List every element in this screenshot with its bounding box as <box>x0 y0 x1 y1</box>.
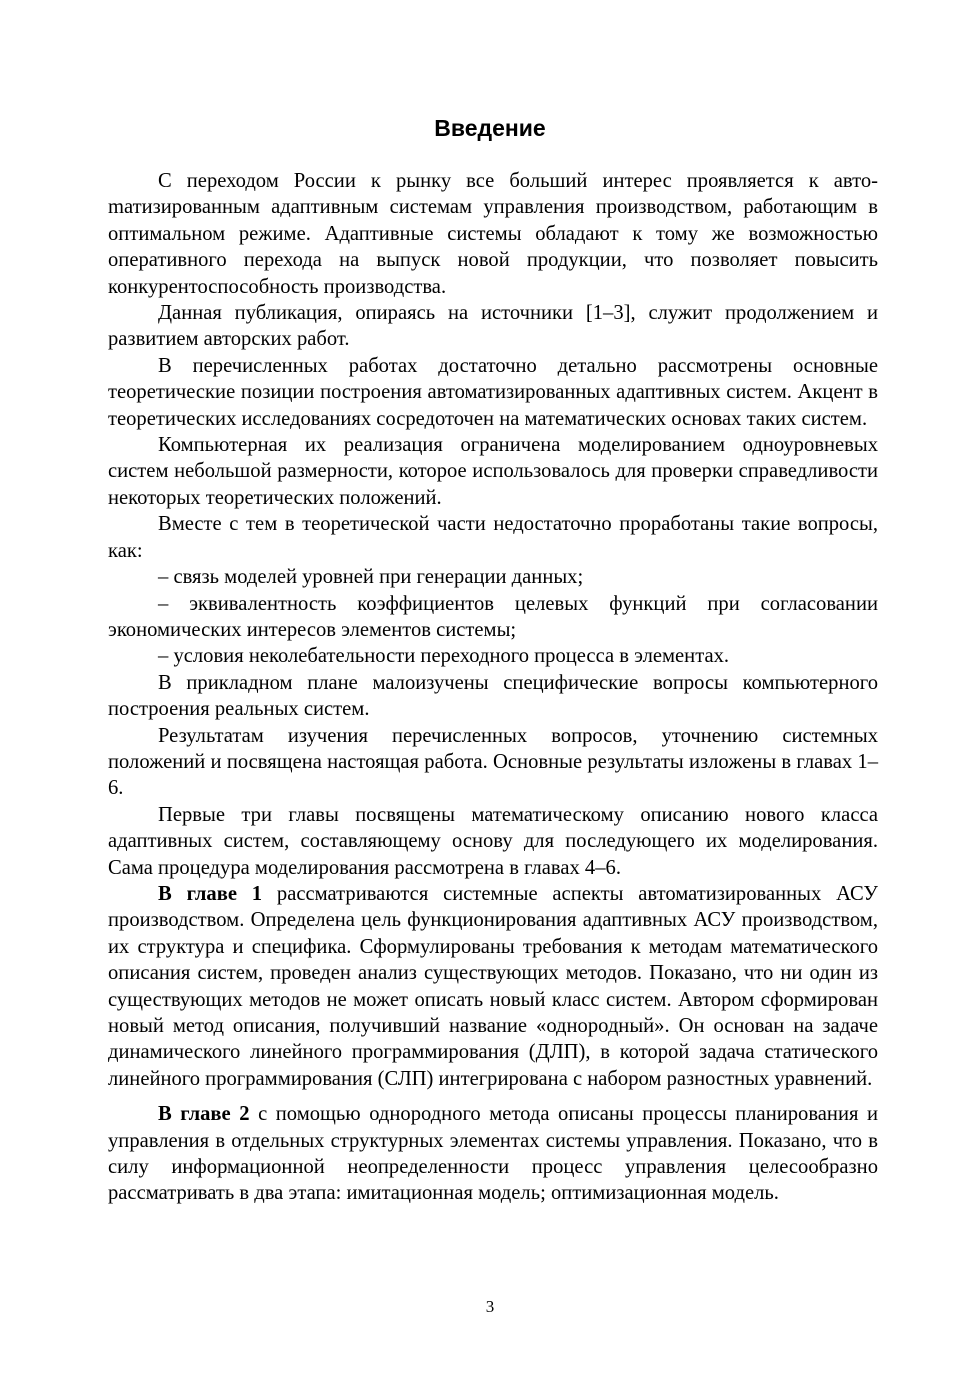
paragraph-chapter-2 <box>108 1101 878 1207</box>
chapter-1-text: рассматриваются системные аспекты автоматизированных АСУ производством. Определена цель функционирования адаптивных АСУ производством, их структура и специфика. Сформулированы требования к методам математического описания систем, проведен анализ существующих методов. Показано, что ни один из существующих методов не может описать новый класс систем. Автором сформирован новый метод описания, получивший название «однородный». Он основан на задаче динамического линейного программирования (ДЛП), в которой задача статического линейного программирования (СЛП) интегрирована с набором разностных уравнений. <box>108 882 878 1090</box>
page-title: Введение <box>434 115 546 141</box>
paragraph-chapter-1 <box>108 881 878 1092</box>
paragraph-theory-gaps: Вместе с тем в теоретической части недостаточно проработаны такие вопросы, как: <box>108 513 878 562</box>
chapter-1-label: В главе 1 <box>158 882 263 905</box>
paragraph-first-chapters: Первые три главы посвящены математическому описанию нового класса адаптивных систем, составляющему основу для последующего их моделирования. Сама процедура моделирования рассмотрена в главах 4–6. <box>108 803 878 879</box>
list-item-transient-process: – условия неколебательности переходного процесса в элементах. <box>158 645 730 668</box>
list-item-coefficients: – эквивалентность коэффициентов целевых функций при согласовании экономических интересов элементов системы; <box>108 592 878 641</box>
chapter-2-text: с помощью однородного метода описаны процессы планирования и управления в отдельных структурных элементах системы управления. Показано, что в силу информационной неопределенности процесс управления целесообразно рассматривать в два этапа: имитационная модель; оптимизационная модель. <box>108 1103 878 1205</box>
paragraph-results: Результатам изучения перечисленных вопросов, уточнению системных положений и посвящена настоящая работа. Основные результаты изложены в главах 1–6. <box>108 724 878 800</box>
paragraph-intro: С переходом России к рынку все больший интерес проявляется к автоmатизированным адаптивным системам управления производством, работающим в оптимальном режиме. Адаптивные системы обладают к тому же возможностью оперативного перехода на выпуск новой продукции, что позволяет повысить конкурентоспособность производства. <box>108 170 878 298</box>
list-item-levels-link: – связь моделей уровней при генерации данных; <box>158 566 584 589</box>
chapter-2-label: В главе 2 <box>158 1103 250 1126</box>
paragraph-works: В перечисленных работах достаточно детально рассмотрены основные теоретические позиции построения автоматизированных адаптивных систем. Акцент в теоретических исследованиях сосредоточен на математических основах таких систем. <box>108 354 878 430</box>
paragraph-publication: Данная публикация, опираясь на источники [1–3], служит продолжением и развитием авторских работ. <box>108 302 878 351</box>
paragraph-computer-implementation: Компьютерная их реализация ограничена моделированием одноуровневых систем небольшой размерности, которое использовалось для проверки справедливости некоторых теоретических положений. <box>108 434 878 509</box>
page-number: 3 <box>485 1297 495 1316</box>
paragraph-applied: В прикладном плане малоизучены специфические вопросы компьютерного построения реальных систем. <box>108 671 878 721</box>
page-body <box>108 168 878 1207</box>
